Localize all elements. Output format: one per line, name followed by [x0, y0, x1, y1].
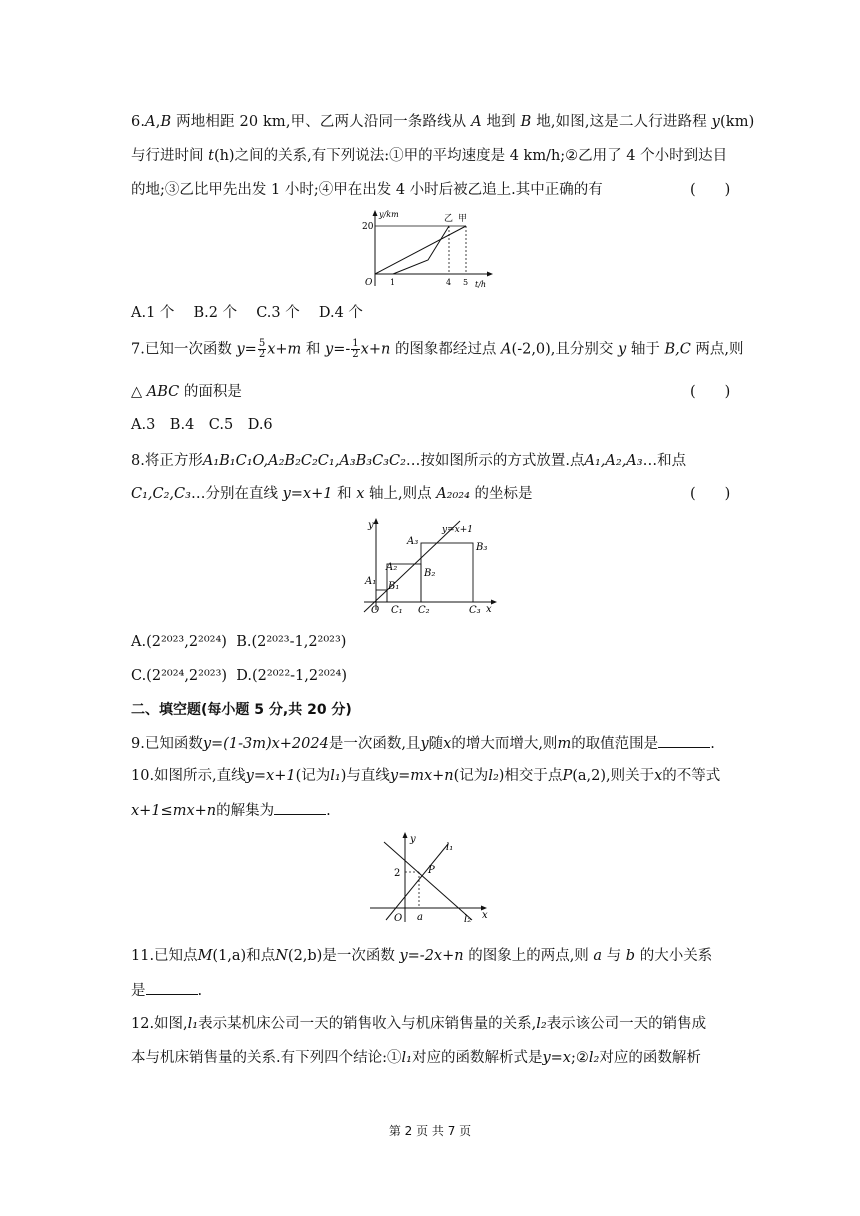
q8-y-arrow	[374, 518, 379, 524]
q10-label-a: a	[417, 912, 423, 923]
q10-label-y: y	[410, 834, 416, 845]
q10-label-l1: l₁	[446, 842, 454, 853]
q10-label-P: P	[428, 865, 435, 876]
q10-label-l2: l₂	[464, 914, 472, 925]
q10-line-2: x+1≤mx+n的解集为 .	[131, 800, 331, 821]
q8-option-a: A.(2²⁰²³,2²⁰²⁴)	[131, 634, 227, 650]
q8-option-c: C.(2²⁰²⁴,2²⁰²³)	[131, 668, 228, 684]
q11-line-2: 是 .	[131, 980, 202, 1001]
q8-line-2: C₁,C₂,C₃…分别在直线 y=x+1 和 x 轴上,则点 A₂₀₂₄ 的坐标是	[131, 486, 533, 502]
q8-label-C3: C₃	[469, 605, 481, 616]
q8-line-1: 8.将正方形A₁B₁C₁O,A₂B₂C₂C₁,A₃B₃C₃C₂…按如图所示的方式放置.点A₁,A₂,A₃…和点	[131, 453, 687, 469]
q6-origin: O	[365, 278, 373, 288]
q8-label-C1: C₁	[391, 605, 403, 616]
q10-label-2: 2	[394, 868, 401, 879]
q8-label-O: O	[371, 605, 380, 616]
q7-line-1: 7.已知一次函数 y= $\frac{5}{2}$ x+m 和 y=- $\frac{1}{2}$ x+n 的图象都经过点 A(-2,0),且分别交 y 轴于 B,C 两点,则	[131, 338, 744, 360]
q8-label-y: y	[368, 520, 374, 531]
q7-line-2: △ ABC 的面积是	[131, 384, 242, 400]
q9-line-1: 9.已知函数y=(1-3m)x+2024是一次函数,且y随x的增大而增大,则m的取值范围是 .	[131, 733, 715, 754]
section-2-heading: 二、填空题(每小题 5 分,共 20 分)	[131, 702, 352, 718]
q6-answer-paren: ( )	[690, 182, 731, 198]
q12-line-2: 本与机床销售量的关系.有下列四个结论:①l₁对应的函数解析式是y=x;②l₂对应的函数解析	[131, 1050, 701, 1066]
q8-x-arrow	[491, 600, 497, 605]
q8-label-B1: B₁	[388, 581, 400, 592]
q6-line-2: 与行进时间 t(h)之间的关系,有下列说法:①甲的平均速度是 4 km/h;②乙用了 4 个小时到达目	[131, 148, 728, 164]
q6-line-jia	[375, 226, 466, 274]
q9-answer-blank[interactable]	[658, 733, 710, 748]
q6-xlabel: t/h	[475, 280, 487, 289]
q8-squares-graph	[362, 516, 502, 616]
q11-answer-blank[interactable]	[146, 980, 198, 995]
q8-label-A2: A₂	[386, 562, 398, 573]
q6-tick-20: 20	[362, 222, 374, 232]
q6-line-3: 的地;③乙比甲先出发 1 小时;④甲在出发 4 小时后被乙追上.其中正确的有	[131, 182, 603, 198]
q11-line-1: 11.已知点M(1,a)和点N(2,b)是一次函数 y=-2x+n 的图象上的两点,则 a 与 b 的大小关系	[131, 948, 713, 964]
q6-distance-time-graph	[362, 208, 500, 296]
q8-label-line: y=x+1	[442, 525, 473, 535]
q7-fraction-5-2: $\frac{5}{2}$	[258, 338, 266, 360]
q8-label-B3: B₃	[476, 542, 488, 553]
q6-options: A.1 个 B.2 个 C.3 个 D.4 个	[131, 305, 363, 321]
q6-tick-4: 4	[446, 278, 452, 287]
q10-label-x: x	[482, 910, 488, 921]
q8-label-B2: B₂	[424, 568, 436, 579]
q6-label-jia: 甲	[458, 214, 468, 224]
q6-label-yi: 乙	[444, 214, 454, 224]
q6-line-1: 6.A,B 两地相距 20 km,甲、乙两人沿同一条路线从 A 地到 B 地,如图,这是二人行进路程 y(km)	[131, 114, 755, 130]
q8-label-x: x	[486, 604, 492, 615]
q6-tick-1: 1	[390, 278, 396, 287]
q10-line-l1	[386, 844, 448, 920]
q12-line-1: 12.如图,l₁表示某机床公司一天的销售收入与机床销售量的关系,l₂表示该公司一天的销售成	[131, 1016, 707, 1032]
q6-tick-5: 5	[463, 278, 469, 287]
q10-intersecting-lines-graph	[368, 830, 496, 926]
q8-label-A3: A₃	[407, 536, 419, 547]
q8-label-A1: A₁	[365, 576, 377, 587]
q6-ylabel: y/km	[379, 210, 399, 219]
q6-x-arrow	[487, 272, 493, 277]
q10-line-1: 10.如图所示,直线y=x+1(记为l₁)与直线y=mx+n(记为l₂)相交于点P(a,2),则关于x的不等式	[131, 768, 721, 784]
q8-option-d: D.(2²⁰²²-1,2²⁰²⁴)	[236, 668, 347, 684]
q8-answer-paren: ( )	[690, 486, 731, 502]
q7-options: A.3 B.4 C.5 D.6	[131, 417, 273, 433]
q6-y-arrow	[373, 210, 378, 216]
q10-answer-blank[interactable]	[274, 800, 326, 815]
q7-fraction-1-2: $\frac{1}{2}$	[352, 338, 359, 360]
q7-answer-paren: ( )	[690, 384, 731, 400]
q8-options-row-1	[131, 632, 346, 652]
q10-y-arrow	[403, 832, 408, 838]
q8-label-C2: C₂	[418, 605, 430, 616]
q8-options-row-2	[131, 666, 347, 686]
q8-option-b: B.(2²⁰²³-1,2²⁰²³)	[236, 634, 347, 650]
page-footer: 第 2 页 共 7 页	[388, 1124, 472, 1138]
q10-label-O: O	[394, 913, 403, 924]
